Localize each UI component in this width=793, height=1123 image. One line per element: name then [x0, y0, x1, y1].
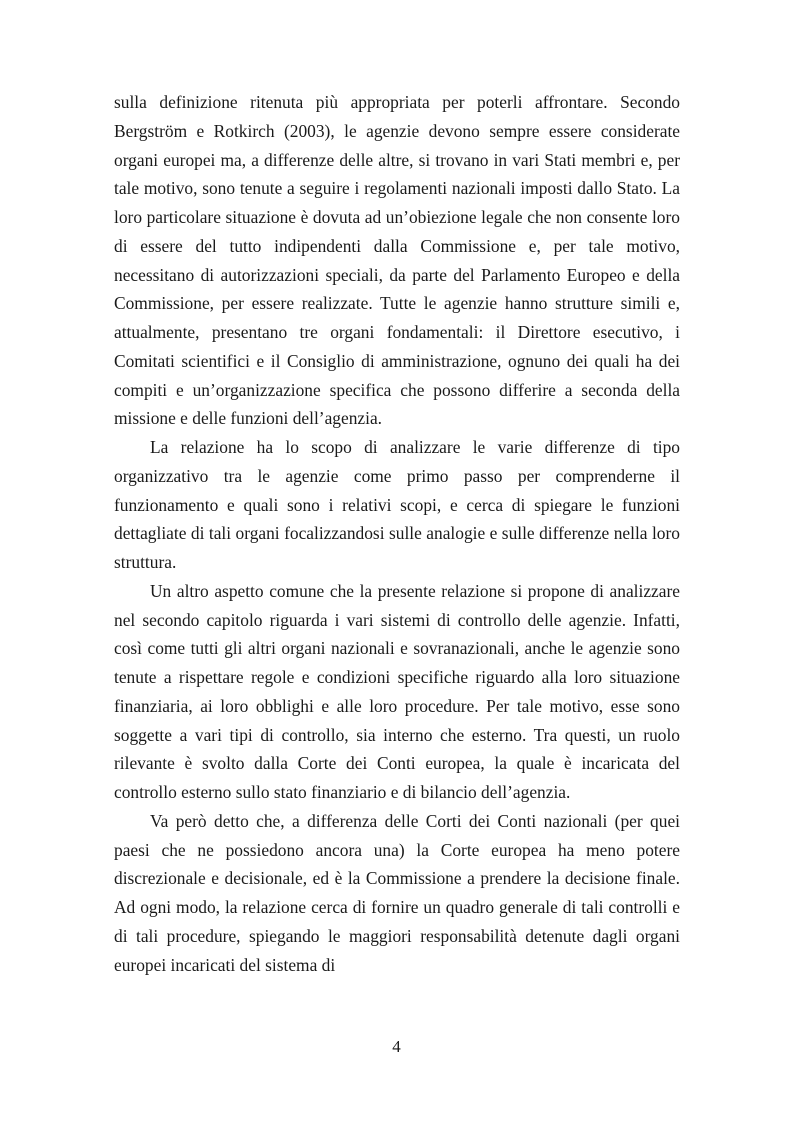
body-text: [114, 88, 680, 979]
paragraph-2: La relazione ha lo scopo di analizzare le varie differenze di tipo organizzativo tra le agenzie come primo passo per comprenderne il funzionamento e quali sono i relativi scopi, e cerca di spiegare le funzioni dettagliate di tali organi focalizzandosi sulle analogie e sulle differenze nella loro struttura.: [114, 437, 680, 572]
paragraph-1: sulla definizione ritenuta più appropriata per poterli affrontare. Secondo Bergström e Rotkirch (2003), le agenzie devono sempre essere considerate organi europei ma, a differenze delle altre, si trovano in vari Stati membri e, per tale motivo, sono tenute a seguire i regolamenti nazionali imposti dallo Stato. La loro particolare situazione è dovuta ad un’obiezione legale che non consente loro di essere del tutto indipendenti dalla Commissione e, per tale motivo, necessitano di autorizzazioni speciali, da parte del Parlamento Europeo e della Commissione, per essere realizzate. Tutte le agenzie hanno strutture simili e, attualmente, presentano tre organi fondamentali: il Direttore esecutivo, i Comitati scientifici e il Consiglio di amministrazione, ognuno dei quali ha dei compiti e un’organizzazione specifica che possono differire a seconda della missione e delle funzioni dell’agenzia.: [114, 92, 680, 429]
paragraph-4: Va però detto che, a differenza delle Corti dei Conti nazionali (per quei paesi che ne possiedono ancora una) la Corte europea ha meno potere discrezionale e decisionale, ed è la Commissione a prendere la decisione finale. Ad ogni modo, la relazione cerca di fornire un quadro generale di tali controlli e di tali procedure, spiegando le maggiori responsabilità detenute dagli organi europei incaricati del sistema di: [114, 810, 680, 975]
page-number: 4: [392, 1037, 401, 1056]
paragraph-3: Un altro aspetto comune che la presente relazione si propone di analizzare nel secondo capitolo riguarda i vari sistemi di controllo delle agenzie. Infatti, così come tutti gli altri organi nazionali e sovranazionali, anche le agenzie sono tenute a rispettare regole e condizioni specifiche riguardo alla loro situazione finanziaria, ai loro obblighi e alle loro procedure. Per tale motivo, esse sono soggette a vari tipi di controllo, sia interno che esterno. Tra questi, un ruolo rilevante è svolto dalla Corte dei Conti europea, la quale è incaricata del controllo esterno sullo stato finanziario e di bilancio dell’agenzia.: [114, 580, 680, 802]
